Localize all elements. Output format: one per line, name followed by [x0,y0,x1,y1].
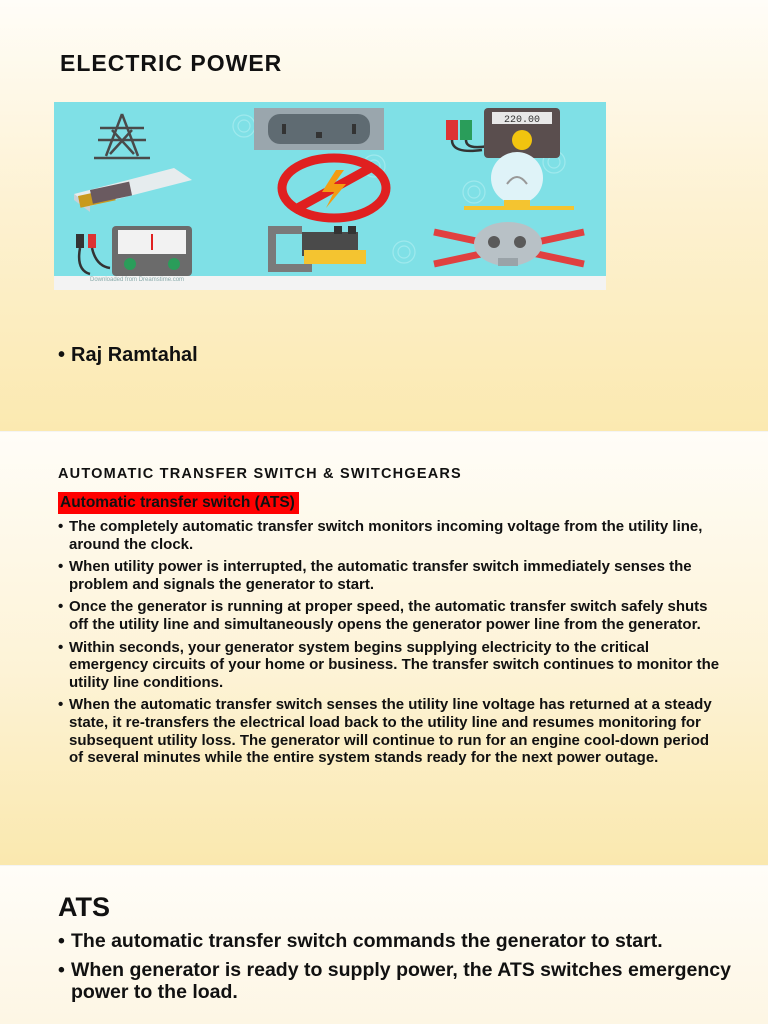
bullet-text: Within seconds, your generator system begins supplying electricity to the critical emergency circuits of your home or business. The transfer switch continues to monitor the utility line conditions. [69,638,720,691]
list-item [58,558,726,593]
bullet-text: The completely automatic transfer switch monitors incoming voltage from the utility line, around the clock. [69,518,703,553]
bullet-text: When the automatic transfer switch senses the utility line voltage has returned at a steady state, it re-transfers the electrical load back to the utility line and resumes monitoring for subsequent utility loss. The generator will continue to run for an engine cool-down period of several minutes while the entire system stands ready for the next power outage. [69,696,712,767]
slide-ats-heading: AUTOMATIC TRANSFER SWITCH & SWITCHGEARS [58,466,462,482]
bullet-dot: • [58,518,64,535]
power-tower-icon [94,114,150,158]
bullet-text: The automatic transfer switch commands the generator to start. [71,930,663,952]
bullet-dot: • [58,959,65,981]
bullet-dot: • [58,344,66,366]
bullet-text: Once the generator is running at proper speed, the automatic transfer switch safely shuts off the utility line and simultaneously opens the generator power line from the generator. [69,598,708,633]
bullet-dot: • [58,638,64,656]
list-item [58,598,726,633]
bullet-dot: • [58,696,64,714]
author-bullet [58,344,198,367]
wall-socket-icon [254,108,384,150]
ats-bullet-list [58,518,726,772]
bullet-text: When utility power is interrupted, the automatic transfer switch immediately senses the problem and signals the generator to start. [69,558,692,593]
list-item [58,518,726,553]
skull-crossbones-icon [434,222,584,266]
bullet-text: When generator is ready to supply power, the ATS switches emergency power to the load. [71,959,731,1003]
no-electricity-icon [282,158,386,218]
list-item [58,959,738,1003]
slide-ats-summary-heading: ATS [58,892,110,922]
electricity-illustration [54,102,606,290]
watermark-text: Downloaded from Dreamstime.com [90,277,185,283]
slide-title-heading: ELECTRIC POWER [60,50,283,76]
bullet-dot: • [58,598,64,616]
meter-readout: 220.00 [503,115,541,126]
slide-title [0,0,768,432]
voltmeter-icon [76,226,192,276]
list-item [58,930,738,952]
multimeter-icon [446,108,560,158]
fluorescent-tube-icon [74,168,192,212]
bullet-dot: • [58,930,65,952]
bullet-dot: • [58,558,64,576]
list-item [58,639,726,692]
list-item [58,696,726,766]
illustration-svg [54,102,606,290]
illustration-watermark-bar [54,276,606,290]
ats-summary-list [58,930,738,1010]
electric-clamp-icon [272,226,366,268]
author-name: Raj Ramtahal [71,344,198,366]
slide-ats-subheading: Automatic transfer switch (ATS) [58,492,299,514]
